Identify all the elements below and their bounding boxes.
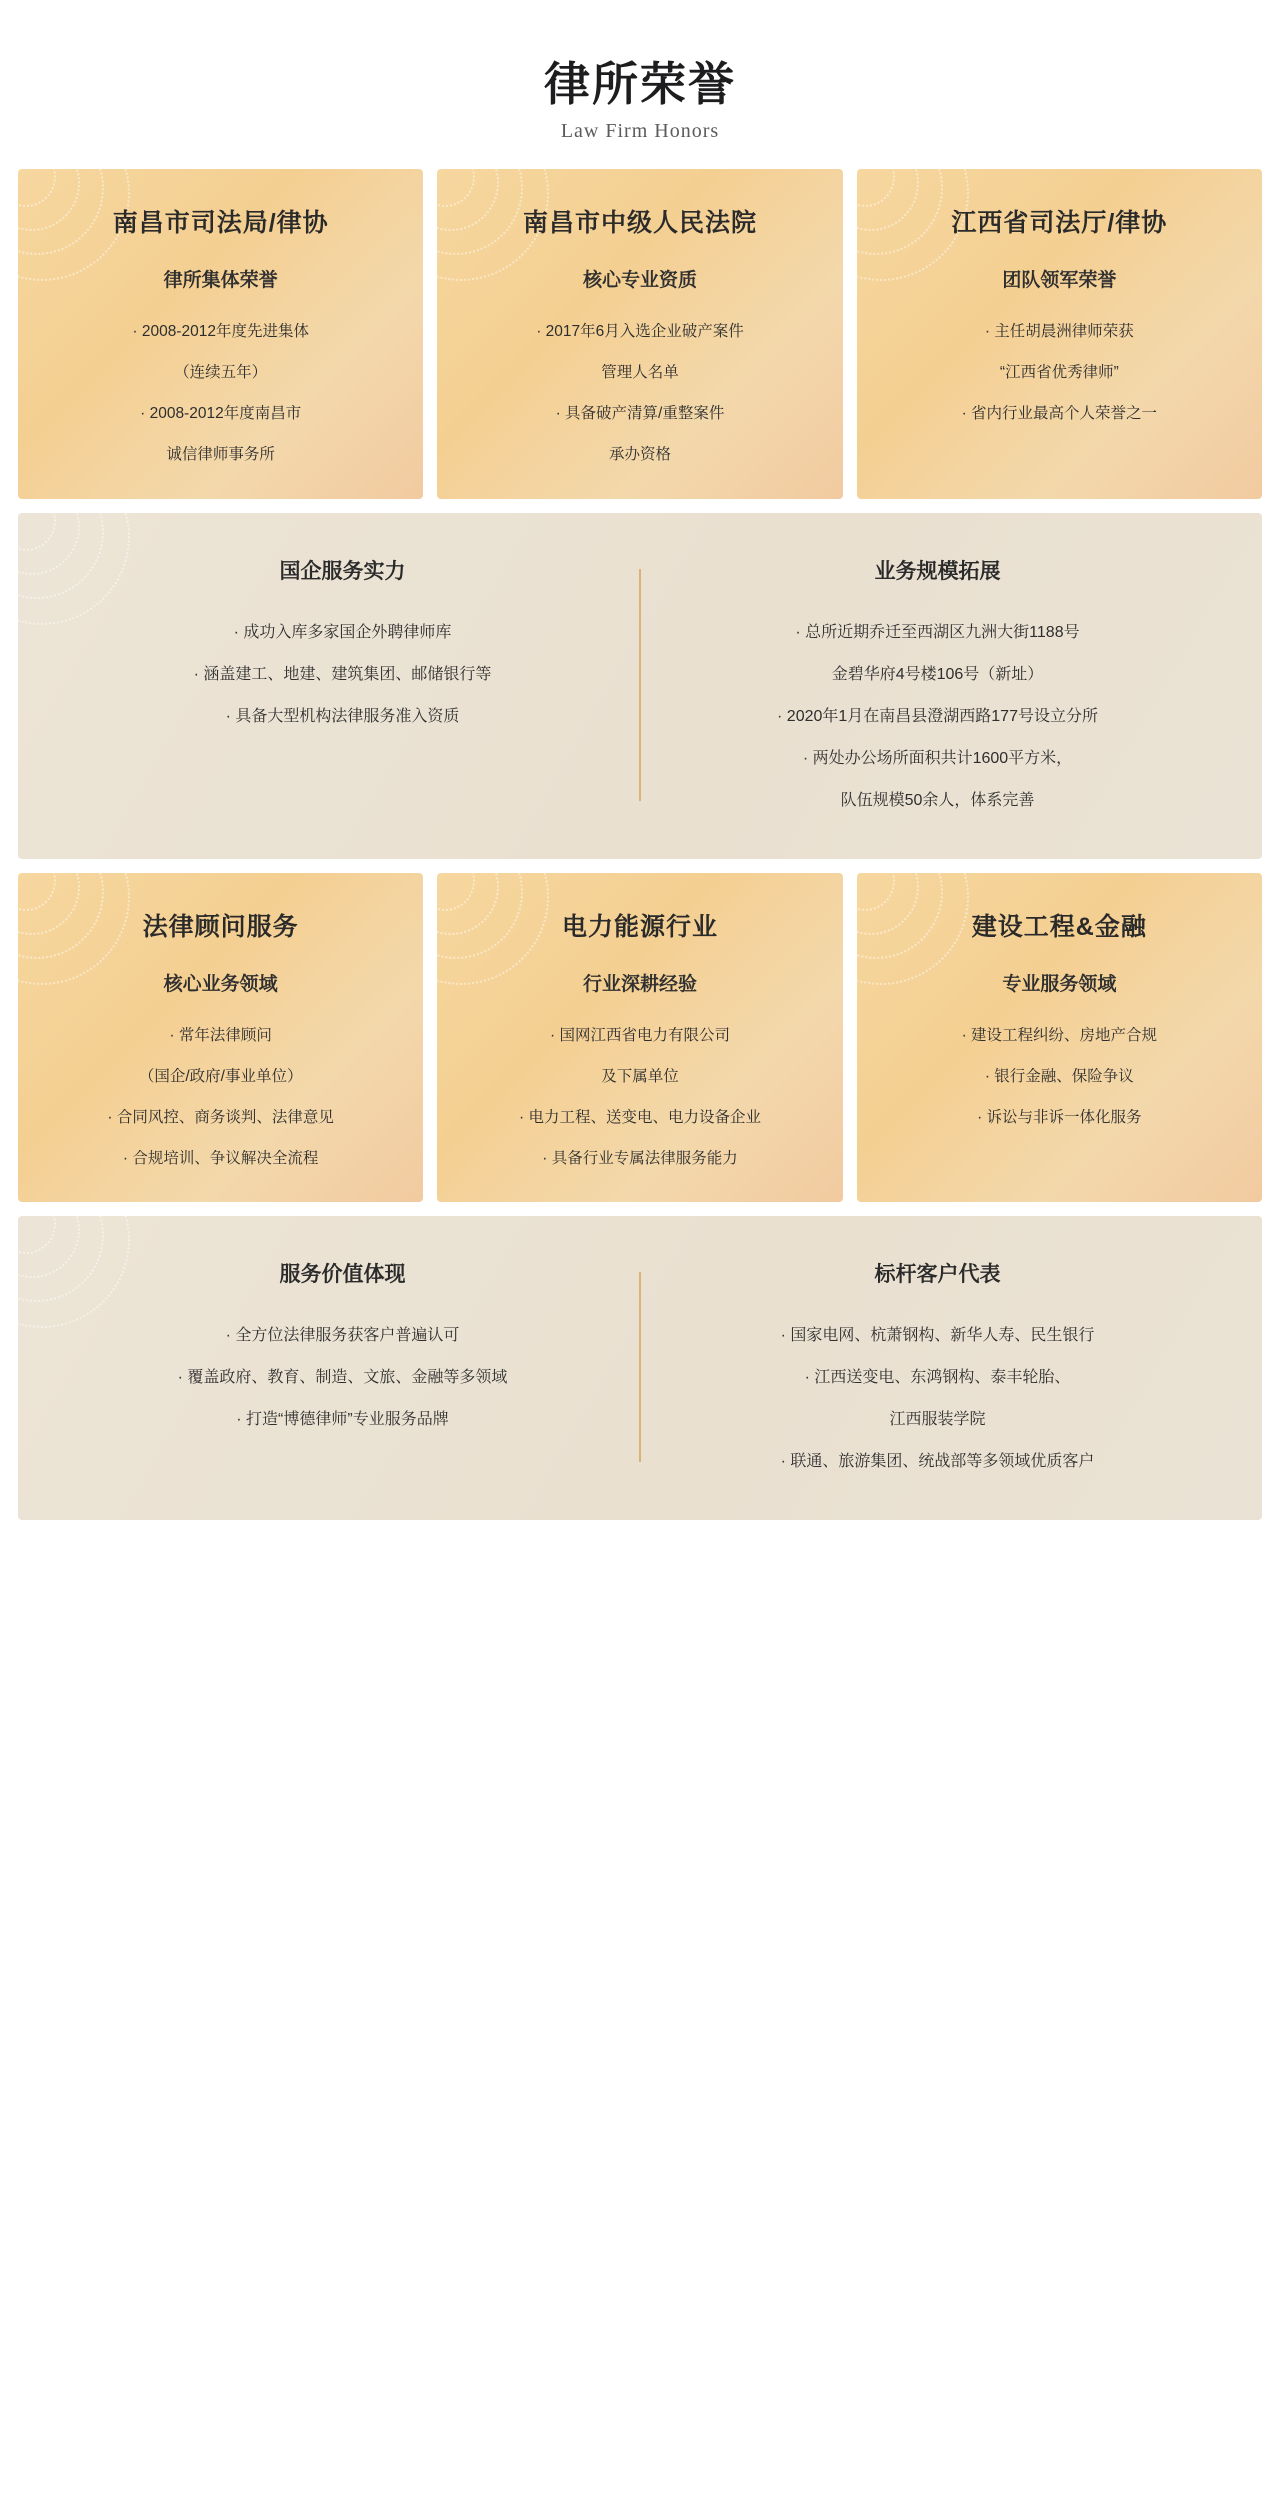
column-divider	[639, 569, 641, 801]
list-item: · 2008-2012年度先进集体	[132, 323, 309, 340]
column-soe-service	[46, 555, 639, 815]
card-title: 南昌市中级人民法院	[522, 209, 757, 237]
list-item: · 全方位法律服务获客户普遍认可	[225, 1327, 460, 1344]
list-item: · 打造“博德律师”专业服务品牌	[236, 1411, 449, 1428]
column-title: 业务规模拓展	[874, 559, 1001, 583]
card-power-energy-industry	[437, 873, 842, 1203]
arc-decoration-icon	[18, 169, 168, 319]
list-item: · 省内行业最高个人荣誉之一	[961, 405, 1158, 423]
list-item: · 两处办公场所面积共计1600平方米，	[802, 749, 1073, 767]
card-bullets	[461, 1022, 818, 1173]
list-item: 诚信律师事务所	[166, 446, 275, 464]
honors-row-2	[18, 513, 1262, 859]
arc-decoration-icon	[18, 873, 168, 1023]
list-item: · 覆盖政府、教育、制造、文旅、金融等多领域	[177, 1369, 508, 1386]
card-title: 南昌市司法局/律协	[112, 209, 329, 237]
page-header	[18, 0, 1262, 169]
list-item: 金碧华府4号楼106号（新址）	[831, 665, 1044, 683]
card-title: 法律顾问服务	[142, 912, 299, 941]
list-item: · 合规培训、争议解决全流程	[122, 1149, 319, 1167]
list-item: · 银行金融、保险争议	[984, 1067, 1134, 1085]
list-item: · 江西送变电、东鸿钢构、泰丰轮胎、	[804, 1369, 1071, 1386]
list-item: · 总所近期乔迁至西湖区九洲大街1188号	[795, 623, 1080, 641]
card-subtitle: 律所集体荣誉	[163, 270, 278, 291]
honors-row-3	[18, 873, 1262, 1203]
list-item: 及下属单位	[601, 1067, 679, 1085]
list-item: · 诉讼与非诉一体化服务	[977, 1108, 1142, 1126]
card-bullets	[461, 318, 818, 469]
card-bullets	[881, 318, 1238, 427]
honors-row-1	[18, 169, 1262, 499]
card-construction-and-finance	[857, 873, 1262, 1203]
list-item: · 国家电网、杭萧钢构、新华人寿、民生银行	[780, 1327, 1095, 1344]
card-title: 电力能源行业	[561, 912, 718, 941]
card-soe-service-and-scale	[18, 513, 1262, 859]
list-item: · 国网江西省电力有限公司	[550, 1026, 730, 1044]
card-subtitle: 核心专业资质	[582, 270, 697, 291]
column-business-scale	[641, 555, 1234, 815]
card-provincial-justice-department	[857, 169, 1262, 499]
column-title: 国企服务实力	[279, 559, 406, 583]
honors-row-4	[18, 1216, 1262, 1520]
column-bullets	[667, 619, 1208, 815]
list-item: · 2017年6月入选企业破产案件	[536, 323, 744, 340]
list-item: 江西服装学院	[889, 1411, 986, 1428]
list-item: 队伍规模50余人，体系完善	[840, 791, 1035, 809]
list-item: · 具备大型机构法律服务准入资质	[225, 707, 460, 725]
two-column-split	[46, 555, 1234, 815]
card-title: 江西省司法厅/律协	[951, 209, 1168, 237]
card-subtitle: 核心业务领域	[163, 973, 278, 995]
list-item: · 2008-2012年度南昌市	[140, 405, 302, 423]
list-item: · 主任胡晨洲律师荣获	[984, 323, 1134, 340]
card-bullets	[881, 1022, 1238, 1131]
page-title: 律所荣誉	[544, 58, 736, 110]
column-title: 标杆客户代表	[874, 1263, 1001, 1286]
list-item: · 具备行业专属法律服务能力	[542, 1149, 738, 1167]
column-title: 服务价值体现	[279, 1263, 406, 1286]
column-bullets	[72, 1322, 613, 1434]
list-item: · 涵盖建工、地建、建筑集团、邮储银行等	[193, 665, 492, 683]
list-item: · 建设工程纠纷、房地产合规	[961, 1026, 1158, 1044]
list-item: 管理人名单	[601, 364, 679, 382]
two-column-split	[46, 1258, 1234, 1476]
list-item: · 联通、旅游集团、统战部等多领域优质客户	[780, 1453, 1095, 1470]
list-item: · 2020年1月在南昌县澄湖西路177号设立分所	[777, 707, 1098, 725]
arc-decoration-icon	[857, 873, 1007, 1023]
card-bullets	[42, 318, 399, 469]
card-subtitle: 专业服务领域	[1002, 973, 1117, 995]
card-nanchang-judicial-bureau	[18, 169, 423, 499]
list-item: · 成功入库多家国企外聘律师库	[233, 623, 452, 641]
list-item: · 合同风控、商务谈判、法律意见	[107, 1108, 334, 1126]
list-item: （国企/政府/事业单位）	[138, 1067, 303, 1085]
column-divider	[639, 1272, 641, 1462]
list-item: · 常年法律顾问	[169, 1026, 272, 1044]
column-bullets	[667, 1322, 1208, 1476]
card-subtitle: 行业深耕经验	[582, 973, 697, 995]
list-item: · 电力工程、送变电、电力设备企业	[519, 1108, 761, 1126]
column-service-value	[46, 1258, 639, 1476]
list-item: “江西省优秀律师”	[999, 364, 1119, 382]
list-item: （连续五年）	[174, 364, 268, 382]
column-bullets	[72, 619, 613, 731]
card-legal-counsel-service	[18, 873, 423, 1203]
card-intermediate-court	[437, 169, 842, 499]
arc-decoration-icon	[437, 169, 587, 319]
card-service-value-and-clients	[18, 1216, 1262, 1520]
page-subtitle: Law Firm Honors	[560, 120, 720, 142]
arc-decoration-icon	[857, 169, 1007, 319]
card-title: 建设工程&金融	[971, 912, 1147, 941]
column-benchmark-clients	[641, 1258, 1234, 1476]
card-bullets	[42, 1022, 399, 1173]
arc-decoration-icon	[437, 873, 587, 1023]
card-subtitle: 团队领军荣誉	[1002, 270, 1117, 291]
list-item: · 具备破产清算/重整案件	[555, 405, 725, 423]
list-item: 承办资格	[608, 446, 671, 464]
